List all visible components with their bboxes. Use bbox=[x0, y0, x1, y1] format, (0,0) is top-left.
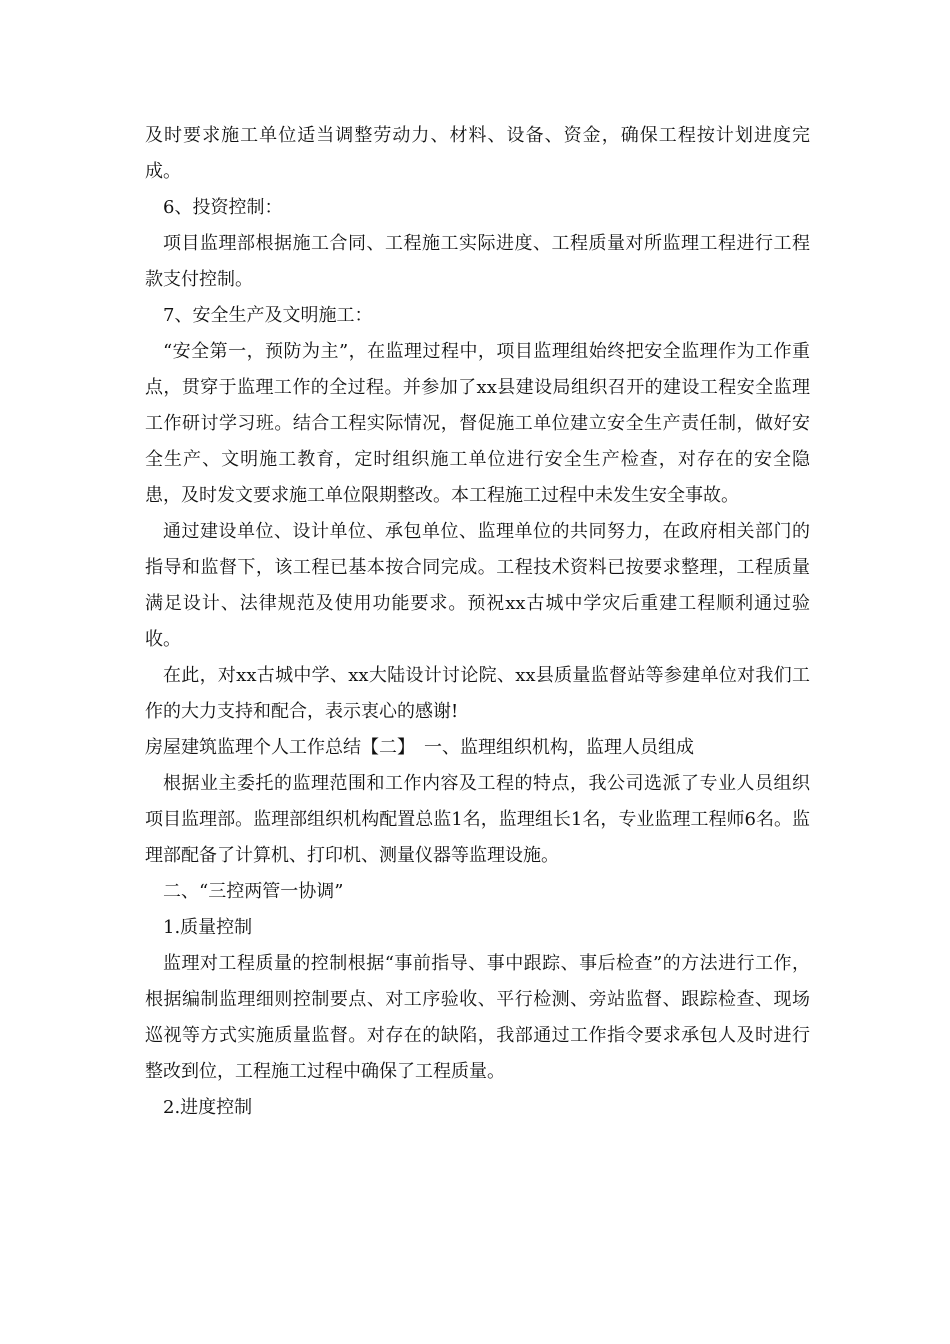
document-body bbox=[145, 118, 810, 1126]
heading-investment-control: 6、投资控制： bbox=[163, 197, 283, 218]
heading-safety-production: 7、安全生产及文明施工： bbox=[163, 305, 373, 326]
paragraph-safety-production: “安全第一，预防为主”，在监理过程中，项目监理组始终把安全监理作为工作重点，贯穿于监理工作的全过程。并参加了xx县建设局组织召开的建设工程安全监理工作研讨学习班。结合工程实际情况，督促施工单位建立安全生产责任制，做好安全生产、文明施工教育，定时组织施工单位进行安全生产检查，对存在的安全隐患，及时发文要求施工单位限期整改。本工程施工过程中未发生安全事故。 bbox=[145, 341, 810, 506]
section-title-summary-two: 房屋建筑监理个人工作总结【二】 一、监理组织机构，监理人员组成 bbox=[145, 737, 694, 758]
paragraph-joint-effort: 通过建设单位、设计单位、承包单位、监理单位的共同努力，在政府相关部门的指导和监督下，该工程已基本按合同完成。工程技术资料已按要求整理，工程质量满足设计、法律规范及使用功能要求。预祝xx古城中学灾后重建工程顺利通过验收。 bbox=[145, 521, 810, 650]
paragraph-schedule-continuation: 及时要求施工单位适当调整劳动力、材料、设备、资金，确保工程按计划进度完成。 bbox=[145, 125, 810, 182]
heading-quality-control: 1.质量控制 bbox=[163, 917, 253, 938]
paragraph-organization: 根据业主委托的监理范围和工作内容及工程的特点，我公司选派了专业人员组织项目监理部。监理部组织机构配置总监1名，监理组长1名，专业监理工程师6名。监理部配备了计算机、打印机、测量仪器等监理设施。 bbox=[145, 773, 810, 866]
paragraph-quality-control: 监理对工程质量的控制根据“事前指导、事中跟踪、事后检查”的方法进行工作，根据编制监理细则控制要点、对工序验收、平行检测、旁站监督、跟踪检查、现场巡视等方式实施质量监督。对存在的缺陷，我部通过工作指令要求承包人及时进行整改到位，工程施工过程中确保了工程质量。 bbox=[145, 953, 810, 1082]
paragraph-investment-control: 项目监理部根据施工合同、工程施工实际进度、工程质量对所监理工程进行工程款支付控制。 bbox=[145, 233, 810, 290]
heading-three-controls: 二、“三控两管一协调” bbox=[163, 881, 344, 902]
paragraph-thanks: 在此，对xx古城中学、xx大陆设计讨论院、xx县质量监督站等参建单位对我们工作的大力支持和配合，表示衷心的感谢! bbox=[145, 665, 810, 722]
heading-progress-control: 2.进度控制 bbox=[163, 1097, 253, 1118]
